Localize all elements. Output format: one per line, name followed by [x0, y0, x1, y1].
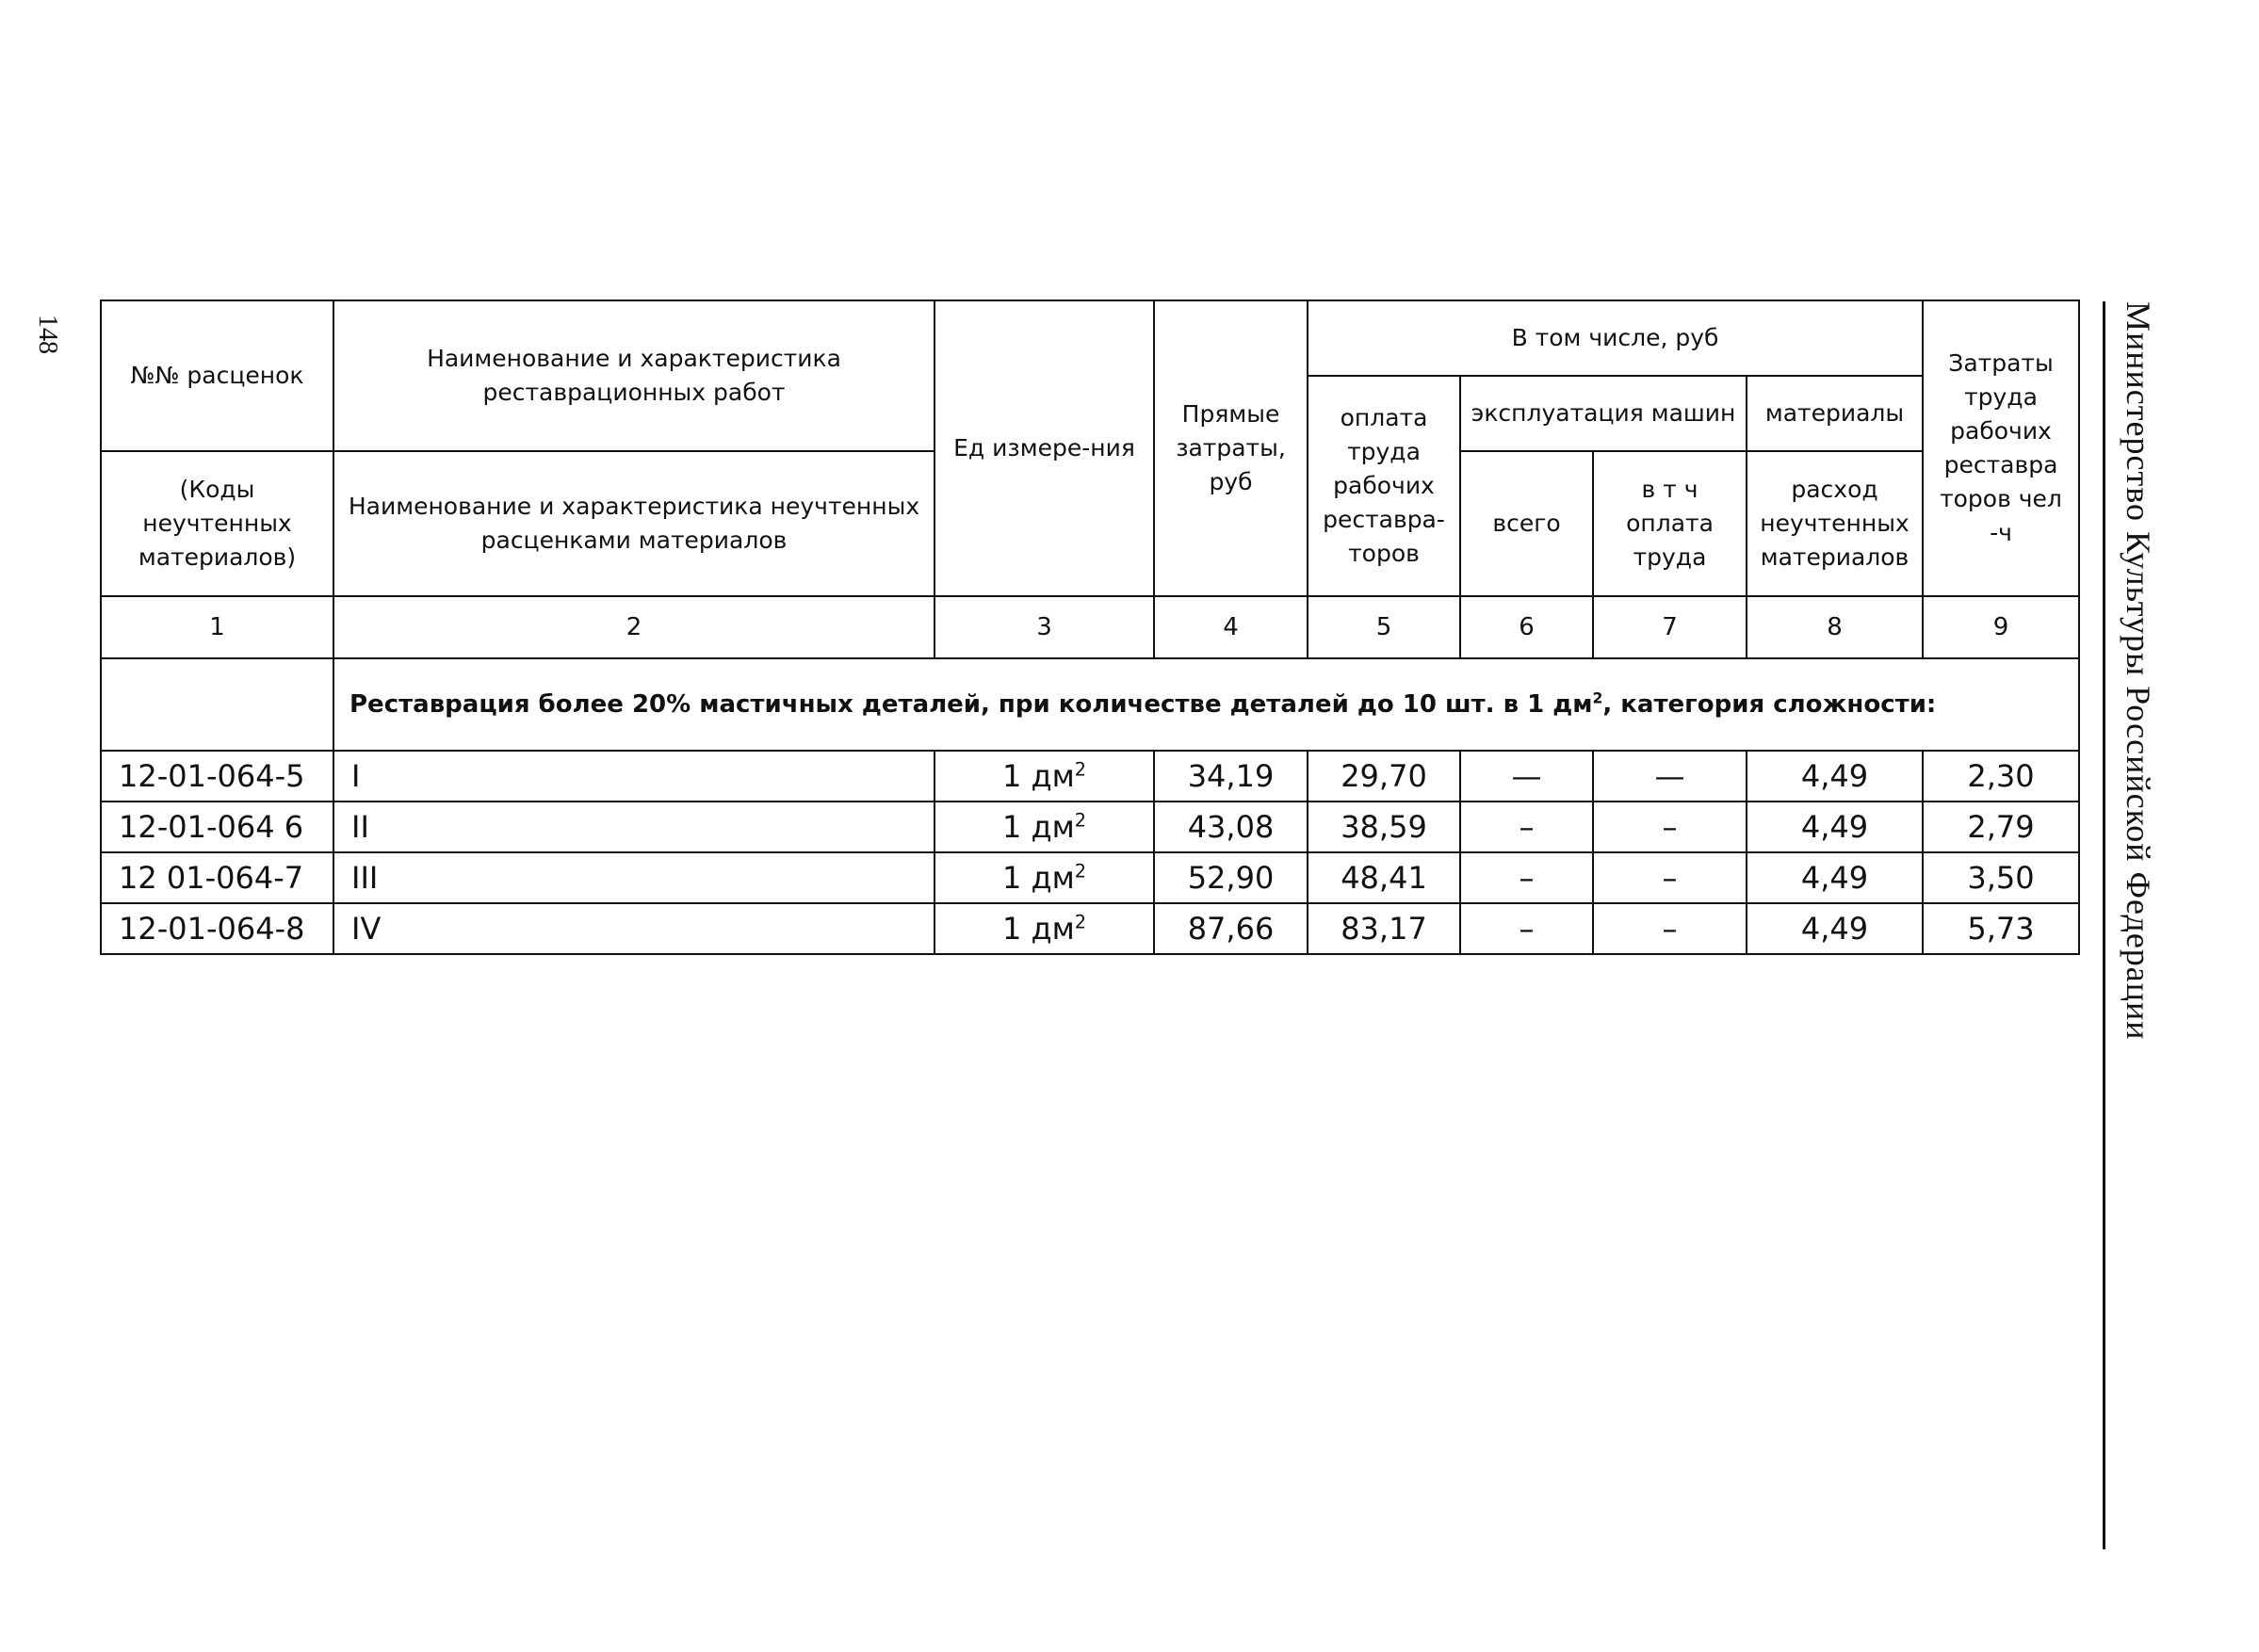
side-title: Министерство Культуры Российской Федерации	[2120, 301, 2157, 1041]
section-title-text: Реставрация более 20% мастичных деталей, при количестве деталей до 10 шт. в 1 дм	[349, 690, 1593, 719]
header-row-top	[101, 300, 2079, 376]
row-unit	[934, 852, 1154, 903]
page-number: 148	[33, 315, 62, 354]
row-materials: 4,49	[1747, 751, 1923, 802]
row-unit-sup: 2	[1074, 809, 1086, 832]
row-pay: 29,70	[1308, 751, 1460, 802]
row-direct: 87,66	[1154, 903, 1308, 954]
column-number: 9	[1923, 596, 2079, 658]
row-machines-total: –	[1460, 802, 1593, 852]
row-machines-pay: –	[1593, 802, 1747, 852]
header-code: №№ расценок	[101, 300, 333, 451]
row-machines-total: –	[1460, 852, 1593, 903]
header-materials: материалы	[1747, 376, 1923, 451]
section-title-tail: , категория сложности:	[1602, 690, 1937, 719]
row-labor: 2,79	[1923, 802, 2079, 852]
row-materials: 4,49	[1747, 852, 1923, 903]
row-labor: 5,73	[1923, 903, 2079, 954]
row-unit-sup: 2	[1074, 758, 1086, 781]
column-number: 5	[1308, 596, 1460, 658]
column-number: 1	[101, 596, 333, 658]
row-machines-pay: —	[1593, 751, 1747, 802]
row-labor: 2,30	[1923, 751, 2079, 802]
column-number: 2	[333, 596, 934, 658]
section-empty-cell	[101, 658, 333, 751]
row-unit-text: 1 дм	[1001, 809, 1075, 845]
header-materials-sub: расход неучтенных материалов	[1747, 451, 1923, 596]
row-direct: 52,90	[1154, 852, 1308, 903]
row-unit-sup: 2	[1074, 911, 1086, 933]
row-name: IV	[333, 903, 934, 954]
table-row	[101, 903, 2079, 954]
header-direct-costs: Прямые затраты, руб	[1154, 300, 1308, 596]
row-materials: 4,49	[1747, 802, 1923, 852]
header-name: Наименование и характеристика реставрационных работ	[333, 300, 934, 451]
header-pay: оплата труда рабочих реставра-торов	[1308, 376, 1460, 596]
header-machines: эксплуатация машин	[1460, 376, 1747, 451]
row-labor: 3,50	[1923, 852, 2079, 903]
table-row	[101, 751, 2079, 802]
section-row	[101, 658, 2079, 751]
row-unit-text: 1 дм	[1001, 911, 1075, 947]
column-number: 4	[1154, 596, 1308, 658]
row-unit-sup: 2	[1074, 860, 1086, 883]
row-unit-text: 1 дм	[1001, 860, 1075, 896]
section-title-sup: 2	[1592, 689, 1603, 707]
header-including: В том числе, руб	[1308, 300, 1923, 376]
row-pay: 83,17	[1308, 903, 1460, 954]
row-name: II	[333, 802, 934, 852]
column-number: 3	[934, 596, 1154, 658]
column-number: 8	[1747, 596, 1923, 658]
column-number: 7	[1593, 596, 1747, 658]
row-machines-pay: –	[1593, 903, 1747, 954]
row-code: 12-01-064 6	[101, 802, 333, 852]
section-title	[333, 658, 2079, 751]
header-unit: Ед измере-ния	[934, 300, 1154, 596]
row-code: 12-01-064-5	[101, 751, 333, 802]
row-name: I	[333, 751, 934, 802]
row-machines-total: –	[1460, 903, 1593, 954]
row-unit	[934, 751, 1154, 802]
row-pay: 38,59	[1308, 802, 1460, 852]
column-numbers-row	[101, 596, 2079, 658]
row-machines-pay: –	[1593, 852, 1747, 903]
row-unit-text: 1 дм	[1001, 758, 1075, 794]
row-machines-total: —	[1460, 751, 1593, 802]
header-machines-total: всего	[1460, 451, 1593, 596]
header-code-sub: (Коды неучтенных материалов)	[101, 451, 333, 596]
row-code: 12 01-064-7	[101, 852, 333, 903]
row-materials: 4,49	[1747, 903, 1923, 954]
row-direct: 34,19	[1154, 751, 1308, 802]
header-labor: Затраты труда рабочих реставра торов чел -ч	[1923, 300, 2079, 596]
side-rule	[2103, 301, 2105, 1549]
row-pay: 48,41	[1308, 852, 1460, 903]
row-direct: 43,08	[1154, 802, 1308, 852]
row-unit	[934, 802, 1154, 852]
row-name: III	[333, 852, 934, 903]
row-code: 12-01-064-8	[101, 903, 333, 954]
header-name-sub: Наименование и характеристика неучтенных расценками материалов	[333, 451, 934, 596]
rates-table	[100, 300, 2080, 955]
row-unit	[934, 903, 1154, 954]
header-machines-pay: в т ч оплата труда	[1593, 451, 1747, 596]
table-row	[101, 802, 2079, 852]
table-row	[101, 852, 2079, 903]
column-number: 6	[1460, 596, 1593, 658]
